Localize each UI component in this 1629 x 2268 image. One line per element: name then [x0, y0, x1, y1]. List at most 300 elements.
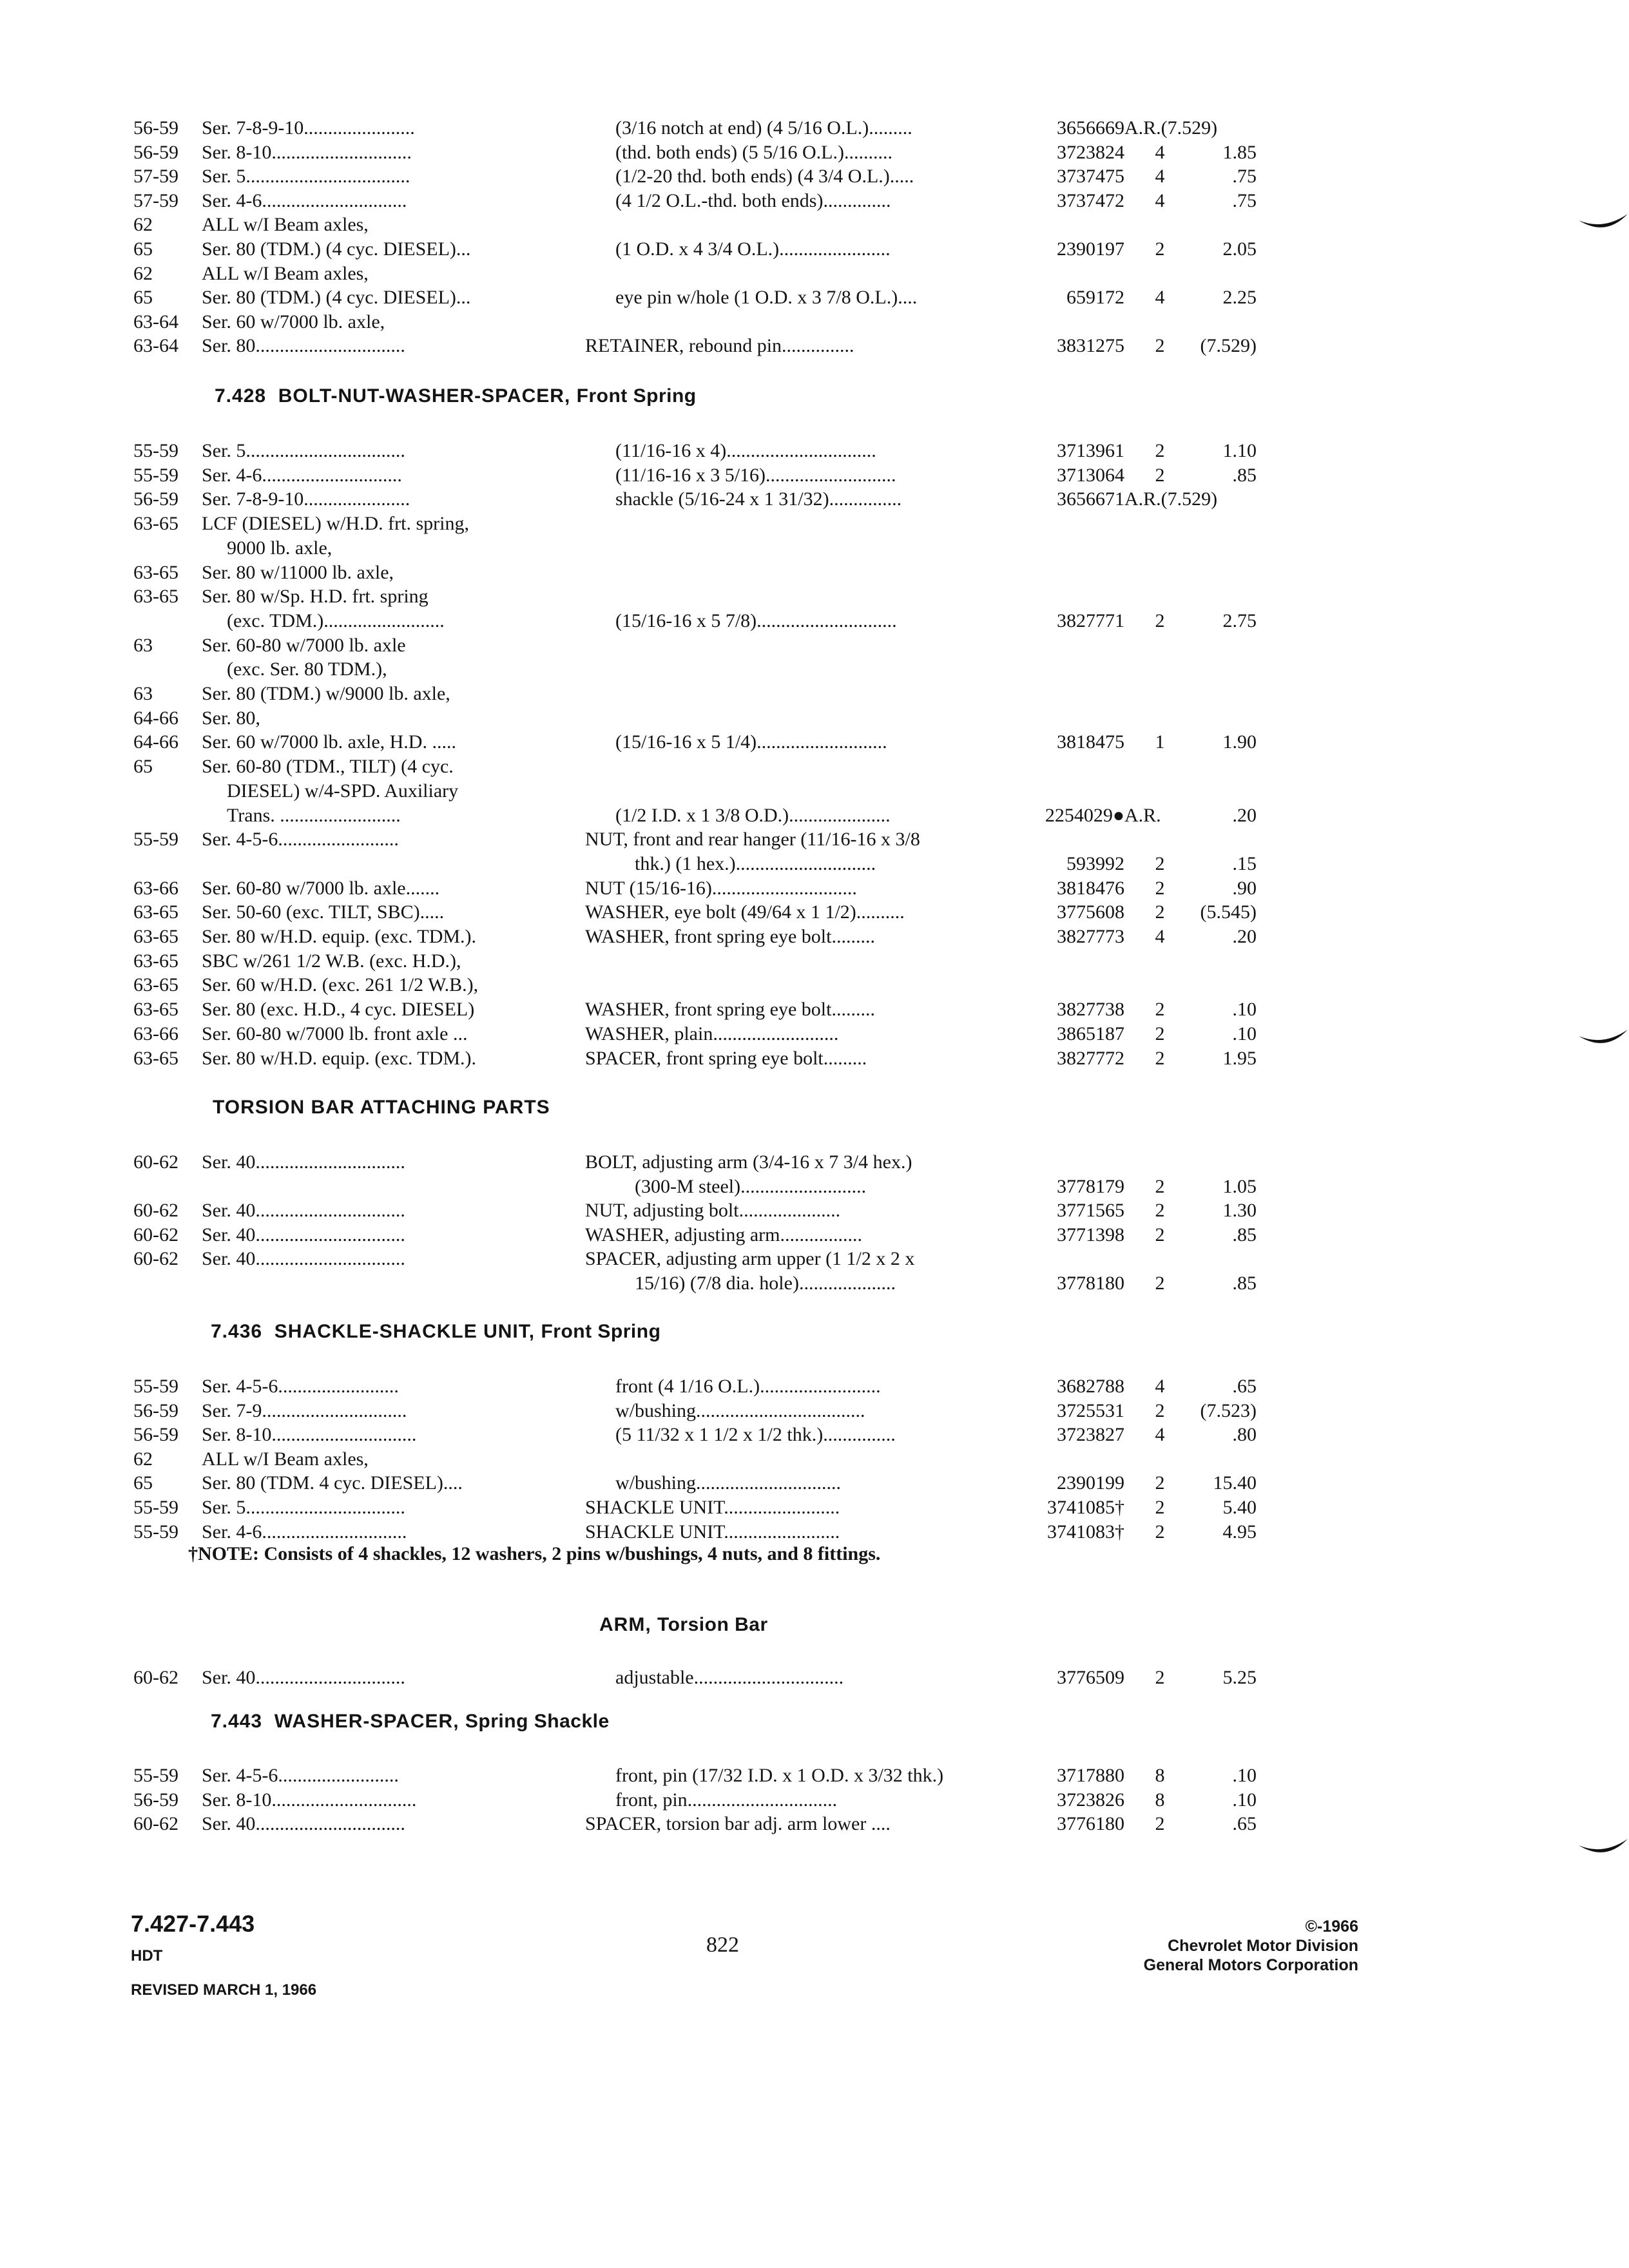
part-description: (15/16-16 x 5 1/4)...........................: [615, 731, 887, 753]
part-number: 3725531: [1057, 1399, 1124, 1421]
model-years: 63-65: [133, 901, 178, 923]
part-description: WASHER, front spring eye bolt.........: [585, 926, 875, 947]
table-row: [0, 213, 1629, 237]
table-row: [0, 1046, 1629, 1071]
section-subtitle: Front Spring: [576, 385, 697, 407]
model-years: 63-66: [133, 877, 178, 899]
table-row: [0, 1271, 1629, 1296]
section-subtitle: Torsion Bar: [657, 1614, 768, 1635]
application: 9000 lb. axle,: [227, 537, 333, 559]
table-row: [0, 1399, 1629, 1423]
model-years: 63-65: [133, 561, 178, 583]
part-description: WASHER, front spring eye bolt.........: [585, 999, 875, 1021]
application: DIESEL) w/4-SPD. Auxiliary: [227, 780, 459, 802]
model-years: 56-59: [133, 1789, 178, 1811]
table-row: [0, 779, 1629, 803]
quantity: 2: [1155, 1399, 1165, 1421]
model-years: 55-59: [133, 440, 178, 461]
model-years: 55-59: [133, 829, 178, 850]
application: Ser. 4-6.............................: [202, 464, 402, 486]
part-description: SPACER, front spring eye bolt.........: [585, 1047, 867, 1069]
model-years: 64-66: [133, 731, 178, 753]
part-number: 3682788: [1057, 1376, 1124, 1397]
model-years: 63-65: [133, 950, 178, 972]
table-row: [0, 1175, 1629, 1199]
application: Ser. 5.................................: [202, 440, 405, 461]
section-title: TORSION BAR ATTACHING PARTS: [213, 1097, 550, 1118]
table-row: [0, 1763, 1629, 1788]
part-number: 3741085†: [1047, 1497, 1124, 1518]
application: Ser. 80,: [202, 707, 260, 729]
model-years: 62: [133, 1448, 153, 1470]
model-years: 63: [133, 683, 153, 704]
part-description: BOLT, adjusting arm (3/4-16 x 7 3/4 hex.): [585, 1151, 912, 1173]
application: Ser. 4-6..............................: [202, 189, 407, 211]
part-description: front (4 1/16 O.L.).........................: [615, 1376, 881, 1397]
model-years: 63-66: [133, 1023, 178, 1044]
price: .10: [1232, 1789, 1257, 1811]
quantity: 2: [1155, 852, 1165, 874]
quantity: 2: [1155, 464, 1165, 486]
page-number: 822: [706, 1933, 739, 1957]
part-description: NUT (15/16-16)..............................: [585, 877, 857, 899]
application: Ser. 60 w/7000 lb. axle, H.D. .....: [202, 731, 456, 753]
part-description: w/bushing...................................: [615, 1399, 865, 1421]
table-row: [0, 1520, 1629, 1544]
part-description: SPACER, adjusting arm upper (1 1/2 x 2 x: [585, 1248, 915, 1270]
application: Ser. 80 (TDM.) (4 cyc. DIESEL)...: [202, 238, 471, 260]
table-row: [0, 949, 1629, 974]
application: Ser. 40...............................: [202, 1813, 405, 1835]
model-years: 55-59: [133, 1376, 178, 1397]
part-description: shackle (5/16-24 x 1 31/32)...............: [615, 488, 902, 510]
part-number: 3713961: [1057, 440, 1124, 461]
part-description: (thd. both ends) (5 5/16 O.L.)..........: [615, 141, 892, 163]
footer-corporation: General Motors Corporation: [1143, 1956, 1358, 1974]
table-row: [0, 706, 1629, 731]
quantity: 2: [1155, 1047, 1165, 1069]
application: Ser. 8-10..............................: [202, 1789, 417, 1811]
table-row: [0, 237, 1629, 262]
quantity: 1: [1155, 731, 1165, 753]
table-row: [0, 1447, 1629, 1472]
footnote: †NOTE: Consists of 4 shackles, 12 washers, 2 pins w/bushings, 4 nuts, and 8 fittings.: [188, 1543, 881, 1564]
table-row: [0, 561, 1629, 585]
price: 1.05: [1222, 1175, 1257, 1197]
section-heading-7-428: [215, 385, 697, 407]
part-number: 3771565: [1057, 1200, 1124, 1222]
part-number: 3717880: [1057, 1765, 1124, 1786]
footer-model: HDT: [131, 1947, 163, 1965]
price: 5.40: [1222, 1497, 1257, 1518]
table-row: [0, 609, 1629, 633]
binder-hole-mark: [1577, 1027, 1629, 1053]
quantity: 4: [1155, 926, 1165, 947]
application: Ser. 4-5-6.........................: [202, 1376, 399, 1397]
part-description: 15/16) (7/8 dia. hole)....................: [635, 1273, 896, 1294]
application: (exc. TDM.).........................: [227, 610, 445, 631]
table-row: [0, 876, 1629, 901]
application: Ser. 60 w/7000 lb. axle,: [202, 311, 385, 332]
application: ALL w/I Beam axles,: [202, 214, 369, 236]
price: .75: [1232, 166, 1257, 187]
application: Ser. 50-60 (exc. TILT, SBC).....: [202, 901, 445, 923]
price: .75: [1232, 189, 1257, 211]
part-number: 3775608: [1057, 901, 1124, 923]
section-title: SHACKLE-SHACKLE UNIT,: [274, 1321, 535, 1342]
application: Ser. 7-8-9-10.......................: [202, 117, 415, 139]
part-description: front, pin...............................: [615, 1789, 838, 1811]
part-number: 3737475: [1057, 166, 1124, 187]
application: Ser. 60-80 (TDM., TILT) (4 cyc.: [202, 756, 454, 778]
application: Ser. 5..................................: [202, 166, 410, 187]
application: Trans. .........................: [227, 804, 401, 826]
table-row: [0, 1374, 1629, 1399]
application: Ser. 8-10.............................: [202, 141, 412, 163]
application: Ser. 40...............................: [202, 1224, 405, 1245]
section-heading-7-436: [211, 1321, 660, 1343]
table-row: [0, 334, 1629, 358]
quantity: 2: [1155, 610, 1165, 631]
footer-section-range: 7.427-7.443: [131, 1910, 255, 1937]
model-years: 60-62: [133, 1813, 178, 1835]
model-years: 63-65: [133, 586, 178, 608]
section-title: ARM,: [599, 1614, 651, 1635]
quantity: 4: [1155, 166, 1165, 187]
model-years: 64-66: [133, 707, 178, 729]
price: .10: [1232, 1023, 1257, 1044]
price: 4.95: [1222, 1521, 1257, 1542]
quantity: 8: [1155, 1789, 1165, 1811]
price: (7.529): [1200, 335, 1257, 357]
quantity: 4: [1155, 1376, 1165, 1397]
application: SBC w/261 1/2 W.B. (exc. H.D.),: [202, 950, 461, 972]
section-number: 7.436: [211, 1321, 263, 1342]
price: .65: [1232, 1813, 1257, 1835]
application: Ser. 7-8-9-10......................: [202, 488, 410, 510]
model-years: 56-59: [133, 1399, 178, 1421]
price: 1.85: [1222, 141, 1257, 163]
part-number: 3827773: [1057, 926, 1124, 947]
part-description: (11/16-16 x 4)...............................: [615, 440, 876, 461]
model-years: 57-59: [133, 166, 178, 187]
quantity: A.R.: [1124, 804, 1161, 826]
table-row: [0, 682, 1629, 706]
table-row: [0, 1150, 1629, 1175]
price: 1.90: [1222, 731, 1257, 753]
part-number: 2254029●: [1045, 804, 1124, 826]
model-years: 65: [133, 756, 153, 778]
section-subtitle: Front Spring: [541, 1321, 661, 1342]
part-number: 3656671: [1057, 488, 1124, 510]
application: Ser. 60-80 w/7000 lb. axle: [202, 634, 406, 656]
quantity: 4: [1155, 287, 1165, 309]
quantity: A.R.(7.529): [1124, 117, 1218, 139]
quantity: 4: [1155, 1424, 1165, 1446]
table-row: [0, 439, 1629, 463]
price: .90: [1232, 877, 1257, 899]
application: Ser. 8-10..............................: [202, 1424, 417, 1446]
table-row: [0, 140, 1629, 165]
section-heading-7-443: [211, 1711, 610, 1733]
table-row: [0, 900, 1629, 925]
table-row: [0, 997, 1629, 1022]
model-years: 56-59: [133, 1424, 178, 1446]
quantity: 2: [1155, 1175, 1165, 1197]
part-number: 3865187: [1057, 1023, 1124, 1044]
application: Ser. 80 (TDM.) (4 cyc. DIESEL)...: [202, 287, 471, 309]
part-number: 3818475: [1057, 731, 1124, 753]
application: Ser. 40...............................: [202, 1667, 405, 1688]
table-row: [0, 285, 1629, 310]
quantity: 2: [1155, 1521, 1165, 1542]
application: Ser. 60 w/H.D. (exc. 261 1/2 W.B.),: [202, 974, 479, 996]
model-years: 65: [133, 287, 153, 309]
model-years: 63-65: [133, 926, 178, 947]
model-years: 63-64: [133, 335, 178, 357]
model-years: 62: [133, 214, 153, 236]
table-row: [0, 512, 1629, 536]
model-years: 63-64: [133, 311, 178, 332]
section-title: BOLT-NUT-WASHER-SPACER,: [278, 385, 571, 407]
price: .80: [1232, 1424, 1257, 1446]
section-heading-arm: [599, 1614, 768, 1636]
part-number: 593992: [1066, 852, 1124, 874]
quantity: 2: [1155, 999, 1165, 1021]
quantity: 8: [1155, 1765, 1165, 1786]
application: Ser. 40...............................: [202, 1248, 405, 1270]
quantity: 2: [1155, 901, 1165, 923]
part-description: (300-M steel)..........................: [635, 1175, 867, 1197]
table-row: [0, 487, 1629, 512]
part-number: 3827738: [1057, 999, 1124, 1021]
part-description: adjustable...............................: [615, 1667, 844, 1688]
application: LCF (DIESEL) w/H.D. frt. spring,: [202, 513, 469, 535]
price: .85: [1232, 1273, 1257, 1294]
model-years: 56-59: [133, 141, 178, 163]
price: .10: [1232, 1765, 1257, 1786]
model-years: 60-62: [133, 1200, 178, 1222]
application: ALL w/I Beam axles,: [202, 1448, 369, 1470]
quantity: 2: [1155, 1023, 1165, 1044]
table-row: [0, 1198, 1629, 1223]
table-row: [0, 536, 1629, 561]
table-row: [0, 1812, 1629, 1836]
application: Ser. 40...............................: [202, 1200, 405, 1222]
part-number: 3723827: [1057, 1424, 1124, 1446]
model-years: 55-59: [133, 1765, 178, 1786]
price: 2.25: [1222, 287, 1257, 309]
table-row: [0, 1223, 1629, 1247]
part-number: 3656669: [1057, 117, 1124, 139]
section-heading-torsion: [213, 1097, 550, 1119]
part-description: (3/16 notch at end) (4 5/16 O.L.).........: [615, 117, 912, 139]
part-number: 3776509: [1057, 1667, 1124, 1688]
section-number: 7.443: [211, 1711, 263, 1732]
application: Ser. 80 w/Sp. H.D. frt. spring: [202, 586, 429, 608]
model-years: 63-65: [133, 1047, 178, 1069]
part-description: front, pin (17/32 I.D. x 1 O.D. x 3/32 thk.): [615, 1765, 944, 1786]
part-description: WASHER, eye bolt (49/64 x 1 1/2)..........: [585, 901, 905, 923]
model-years: 65: [133, 238, 153, 260]
application: Ser. 7-9..............................: [202, 1399, 407, 1421]
part-description: (1 O.D. x 4 3/4 O.L.).......................: [615, 238, 891, 260]
price: .85: [1232, 1224, 1257, 1245]
price: 1.30: [1222, 1200, 1257, 1222]
quantity: 2: [1155, 1472, 1165, 1494]
quantity: 2: [1155, 1273, 1165, 1294]
quantity: 2: [1155, 1667, 1165, 1688]
application: Ser. 80 (TDM. 4 cyc. DIESEL)....: [202, 1472, 463, 1494]
model-years: 55-59: [133, 464, 178, 486]
part-number: 2390199: [1057, 1472, 1124, 1494]
model-years: 55-59: [133, 1497, 178, 1518]
section-subtitle: Spring Shackle: [465, 1711, 610, 1732]
table-row: [0, 1495, 1629, 1520]
table-row: [0, 754, 1629, 779]
quantity: 2: [1155, 1224, 1165, 1245]
table-row: [0, 1423, 1629, 1447]
table-row: [0, 116, 1629, 140]
part-description: (15/16-16 x 5 7/8).............................: [615, 610, 897, 631]
part-description: (1/2-20 thd. both ends) (4 3/4 O.L.).....: [615, 166, 914, 187]
price: 15.40: [1213, 1472, 1257, 1494]
model-years: 57-59: [133, 189, 178, 211]
model-years: 56-59: [133, 117, 178, 139]
application: Ser. 80 w/11000 lb. axle,: [202, 561, 394, 583]
quantity: 2: [1155, 1200, 1165, 1222]
quantity: 2: [1155, 877, 1165, 899]
part-number: 3737472: [1057, 189, 1124, 211]
table-row: [0, 730, 1629, 754]
table-row: [0, 463, 1629, 488]
quantity: 2: [1155, 1813, 1165, 1835]
table-row: [0, 1022, 1629, 1046]
application: Ser. 4-5-6.........................: [202, 1765, 399, 1786]
part-number: 3827772: [1057, 1047, 1124, 1069]
part-description: SPACER, torsion bar adj. arm lower ....: [585, 1813, 891, 1835]
part-description: thk.) (1 hex.).............................: [635, 852, 876, 874]
table-row: [0, 164, 1629, 189]
table-row: [0, 633, 1629, 658]
price: (5.545): [1200, 901, 1257, 923]
quantity: 2: [1155, 1497, 1165, 1518]
table-row: [0, 1247, 1629, 1271]
part-description: (5 11/32 x 1 1/2 x 1/2 thk.)...............: [615, 1424, 896, 1446]
quantity: 4: [1155, 189, 1165, 211]
model-years: 63-65: [133, 513, 178, 535]
binder-hole-mark: [1577, 1836, 1629, 1862]
table-row: [0, 1471, 1629, 1495]
footer-revised: REVISED MARCH 1, 1966: [131, 1981, 317, 1999]
price: .85: [1232, 464, 1257, 486]
price: 2.75: [1222, 610, 1257, 631]
part-number: 3723826: [1057, 1789, 1124, 1811]
part-description: (1/2 I.D. x 1 3/8 O.D.).....................: [615, 804, 891, 826]
part-number: 3831275: [1057, 335, 1124, 357]
part-description: eye pin w/hole (1 O.D. x 3 7/8 O.L.)....: [615, 287, 918, 309]
part-number: 3741083†: [1047, 1521, 1124, 1542]
part-description: NUT, adjusting bolt.....................: [585, 1200, 841, 1222]
quantity: 4: [1155, 141, 1165, 163]
application: Ser. 80 w/H.D. equip. (exc. TDM.).: [202, 926, 477, 947]
application: Ser. 80 (TDM.) w/9000 lb. axle,: [202, 683, 450, 704]
part-number: 2390197: [1057, 238, 1124, 260]
price: 1.95: [1222, 1047, 1257, 1069]
binder-hole-mark: [1577, 211, 1629, 237]
part-number: 3827771: [1057, 610, 1124, 631]
part-description: SHACKLE UNIT........................: [585, 1497, 840, 1518]
table-row: [0, 262, 1629, 286]
part-number: 3818476: [1057, 877, 1124, 899]
part-number: 3713064: [1057, 464, 1124, 486]
part-number: 3776180: [1057, 1813, 1124, 1835]
model-years: 60-62: [133, 1248, 178, 1270]
section-number: 7.428: [215, 385, 267, 407]
part-description: SHACKLE UNIT........................: [585, 1521, 840, 1542]
price: .20: [1232, 926, 1257, 947]
model-years: 55-59: [133, 1521, 178, 1542]
footer-division: Chevrolet Motor Division: [1168, 1937, 1358, 1955]
part-description: (4 1/2 O.L.-thd. both ends)..............: [615, 189, 891, 211]
table-row: [0, 852, 1629, 876]
table-row: [0, 657, 1629, 682]
application: Ser. 4-6..............................: [202, 1521, 407, 1542]
part-number: 3778179: [1057, 1175, 1124, 1197]
part-number: 3723824: [1057, 141, 1124, 163]
quantity: 2: [1155, 440, 1165, 461]
table-row: [0, 827, 1629, 852]
model-years: 63-65: [133, 974, 178, 996]
application: ALL w/I Beam axles,: [202, 262, 369, 284]
model-years: 60-62: [133, 1224, 178, 1245]
part-description: WASHER, adjusting arm.................: [585, 1224, 862, 1245]
table-row: [0, 803, 1629, 828]
table-row: [0, 189, 1629, 213]
table-row: [0, 1788, 1629, 1812]
part-number: 659172: [1066, 287, 1124, 309]
application: Ser. 80 (exc. H.D., 4 cyc. DIESEL): [202, 999, 475, 1021]
quantity: 2: [1155, 335, 1165, 357]
part-description: w/bushing..............................: [615, 1472, 842, 1494]
part-description: RETAINER, rebound pin...............: [585, 335, 854, 357]
table-row: [0, 925, 1629, 949]
part-number: 3778180: [1057, 1273, 1124, 1294]
price: .65: [1232, 1376, 1257, 1397]
price: .10: [1232, 999, 1257, 1021]
quantity: A.R.(7.529): [1124, 488, 1218, 510]
model-years: 63-65: [133, 999, 178, 1021]
price: .20: [1232, 804, 1257, 826]
price: 1.10: [1222, 440, 1257, 461]
model-years: 56-59: [133, 488, 178, 510]
footer-copyright: ©-1966: [1305, 1917, 1358, 1936]
price: 5.25: [1222, 1667, 1257, 1688]
table-row: [0, 310, 1629, 334]
section-title: WASHER-SPACER,: [274, 1711, 459, 1732]
part-number: 3771398: [1057, 1224, 1124, 1245]
application: Ser. 60-80 w/7000 lb. axle.......: [202, 877, 440, 899]
price: .15: [1232, 852, 1257, 874]
model-years: 63: [133, 634, 153, 656]
price: (7.523): [1200, 1399, 1257, 1421]
application: (exc. Ser. 80 TDM.),: [227, 658, 387, 680]
application: Ser. 80 w/H.D. equip. (exc. TDM.).: [202, 1047, 477, 1069]
model-years: 62: [133, 262, 153, 284]
model-years: 60-62: [133, 1151, 178, 1173]
table-row: [0, 973, 1629, 997]
model-years: 65: [133, 1472, 153, 1494]
